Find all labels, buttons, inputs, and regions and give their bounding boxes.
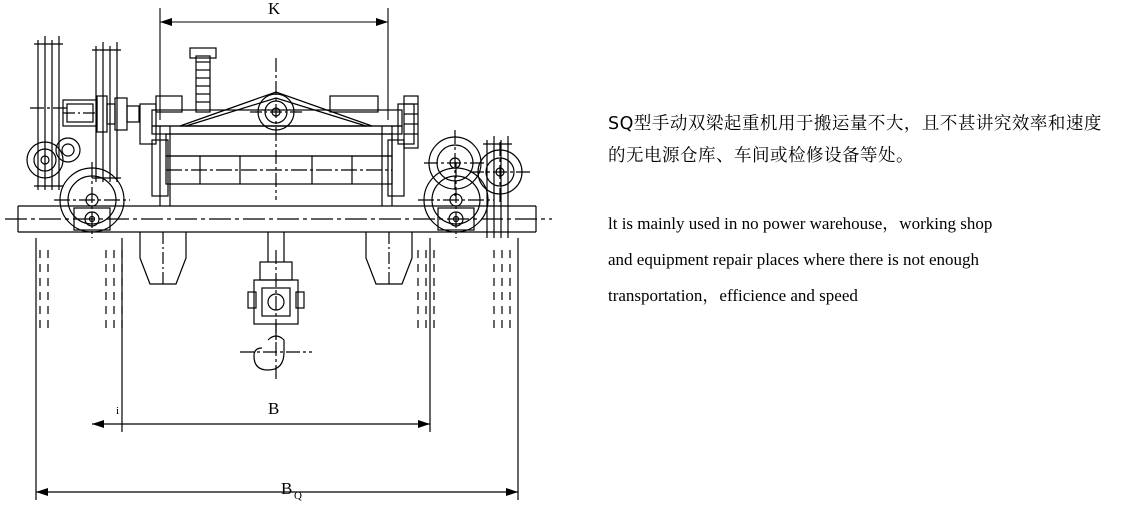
dimension-k [160,8,388,120]
left-wheel [54,162,130,238]
dimension-b [92,238,430,432]
description-english-line-1: lt is mainly used in no power warehouse，working shop [608,214,993,233]
dimension-label-i: i [116,405,120,417]
hook-block [240,232,312,380]
left-rail-assembly [27,36,139,190]
description-text-panel [608,108,1113,314]
description-chinese: SQ型手动双梁起重机用于搬运量不大，且不甚讲究效率和速度的无电源仓库、车间或检修设备等处。 [608,114,1102,166]
dimension-label-bq: B [281,479,293,498]
description-english-line-3: transportation，efficience and speed [608,286,858,305]
trolley-frame [140,48,418,206]
dimension-label-b: B [268,399,280,418]
right-wheel [418,162,494,238]
description-english [608,206,1113,314]
dimension-label-k: K [268,0,281,18]
dimension-bq [36,238,518,500]
right-gear-assembly [424,130,532,238]
description-english-line-2: and equipment repair places where there is not enough [608,250,980,269]
dimension-label-bq-subscript: Q [294,490,302,502]
